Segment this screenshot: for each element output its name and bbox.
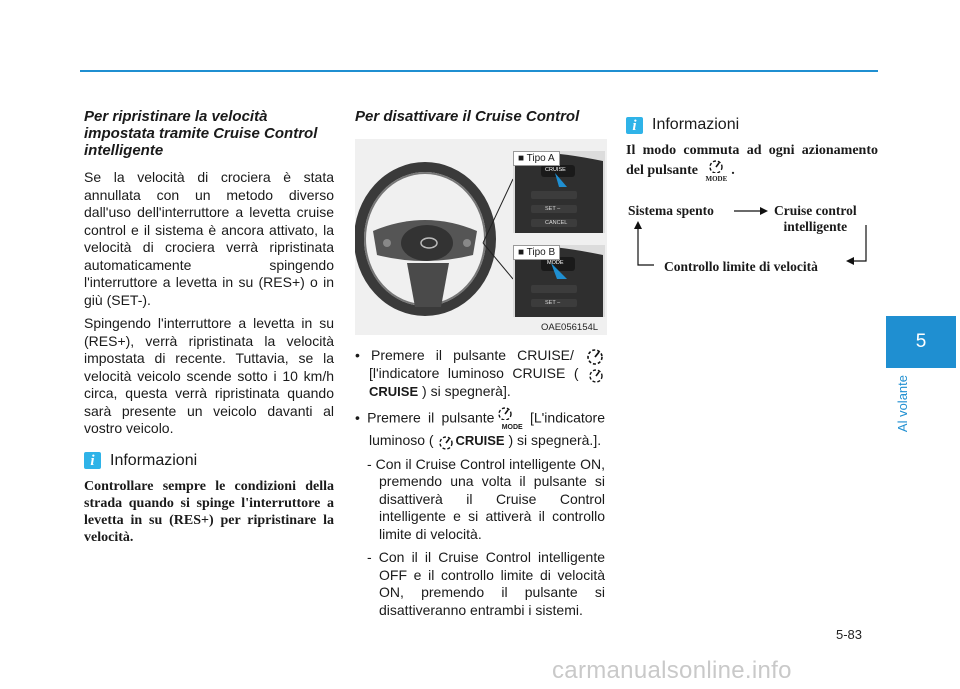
watermark: carmanualsonline.info <box>552 657 792 684</box>
cruise-indicator-text-2: CRUISE <box>455 433 505 449</box>
info-title: Informazioni <box>110 451 198 469</box>
tipo-a-label: ■ Tipo A <box>513 151 560 166</box>
cruise-indicator-icon-2 <box>437 434 455 450</box>
sub-item-1: - Con il Cruise Control intelligente ON, premendo una volta il pulsante si disattiverà il Cruise Control intelligente e si attiverà il controllo limite di velocità. <box>367 455 605 542</box>
diagram-arrows <box>626 203 878 283</box>
bullet-mode: • Premere il pulsante MODE [L'indicatore luminoso ( CRUISE ) si spegnerà.]. <box>355 406 605 450</box>
mode-cycle-diagram <box>626 203 878 283</box>
info-icon: i <box>84 452 101 469</box>
mode-button-icon: MODE <box>502 406 523 432</box>
info-icon-right: i <box>626 117 643 134</box>
cruise-gauge-icon <box>585 347 605 365</box>
cruise-label: CRUISE <box>545 167 566 173</box>
column-right <box>626 108 878 283</box>
set-label-b: SET – <box>545 300 561 306</box>
info-text-right: Il modo commuta ad ogni azionamento del pulsante MODE. <box>626 143 878 183</box>
bullet-cruise: • Premere il pulsante CRUISE/ [l'indicatore luminoso CRUISE ( CRUISE ) si spegnerà]. <box>355 347 605 400</box>
section-heading-disable: Per disattivare il Cruise Control <box>355 108 580 125</box>
mode-label-b: MODE <box>547 260 564 266</box>
top-rule <box>80 70 878 72</box>
figure-code: OAE056154L <box>541 322 599 333</box>
cruise-indicator-icon <box>587 367 605 383</box>
steering-wheel-figure <box>355 139 607 335</box>
diagram-node-scc: Cruise control intelligente <box>774 203 857 234</box>
cancel-label: CANCEL <box>545 220 568 226</box>
steering-wheel-illustration <box>355 139 607 335</box>
sub-item-2: - Con il il Cruise Control intelligente OFF e il controllo limite di velocità ON, premendo il pulsante si disattiveranno entrambi i sistemi. <box>367 549 605 618</box>
column-left <box>84 108 334 546</box>
info-header <box>84 452 334 470</box>
diagram-node-speed-limit: Controllo limite di velocità <box>664 259 818 274</box>
column-middle <box>355 108 605 619</box>
mode-button-icon-right: MODE <box>705 159 727 183</box>
info-text: Controllare sempre le condizioni della strada quando si spinge l'interruttore a levetta in su (RES+) per ripristinare la velocità. <box>84 478 334 545</box>
tipo-b-label: ■ Tipo B <box>513 245 560 260</box>
info-title-right: Informazioni <box>652 116 740 133</box>
set-label-a: SET – <box>545 206 561 212</box>
chapter-tab: 5 <box>886 316 956 368</box>
paragraph-restore-2: Spingendo l'interruttore a levetta in su (RES+), verrà ripristinata la velocità impostata di recente. Tuttavia, se la velocità veicolo scende sotto i 10 km/h circa, questa verrà ripristinata quando sarà presente un veicolo davanti al vostro veicolo. <box>84 315 334 436</box>
info-header-right <box>626 116 878 134</box>
cruise-indicator-text: CRUISE <box>369 383 419 399</box>
page-number: 5-83 <box>836 627 863 642</box>
chapter-label: Al volante <box>895 375 910 433</box>
paragraph-restore-1: Se la velocità di crociera è stata annullata con un metodo diverso dall'uso dell'interruttore a levetta cruise control e il sistema è ancora attivato, la velocità di crociera verrà ripristinata automaticamente spingendo l'interruttore a levetta in su (RES+) o in giù (SET-). <box>84 169 334 308</box>
diagram-node-off: Sistema spento <box>628 203 714 218</box>
section-heading-restore: Per ripristinare la velocità impostata tramite Cruise Control intelligente <box>84 108 318 159</box>
